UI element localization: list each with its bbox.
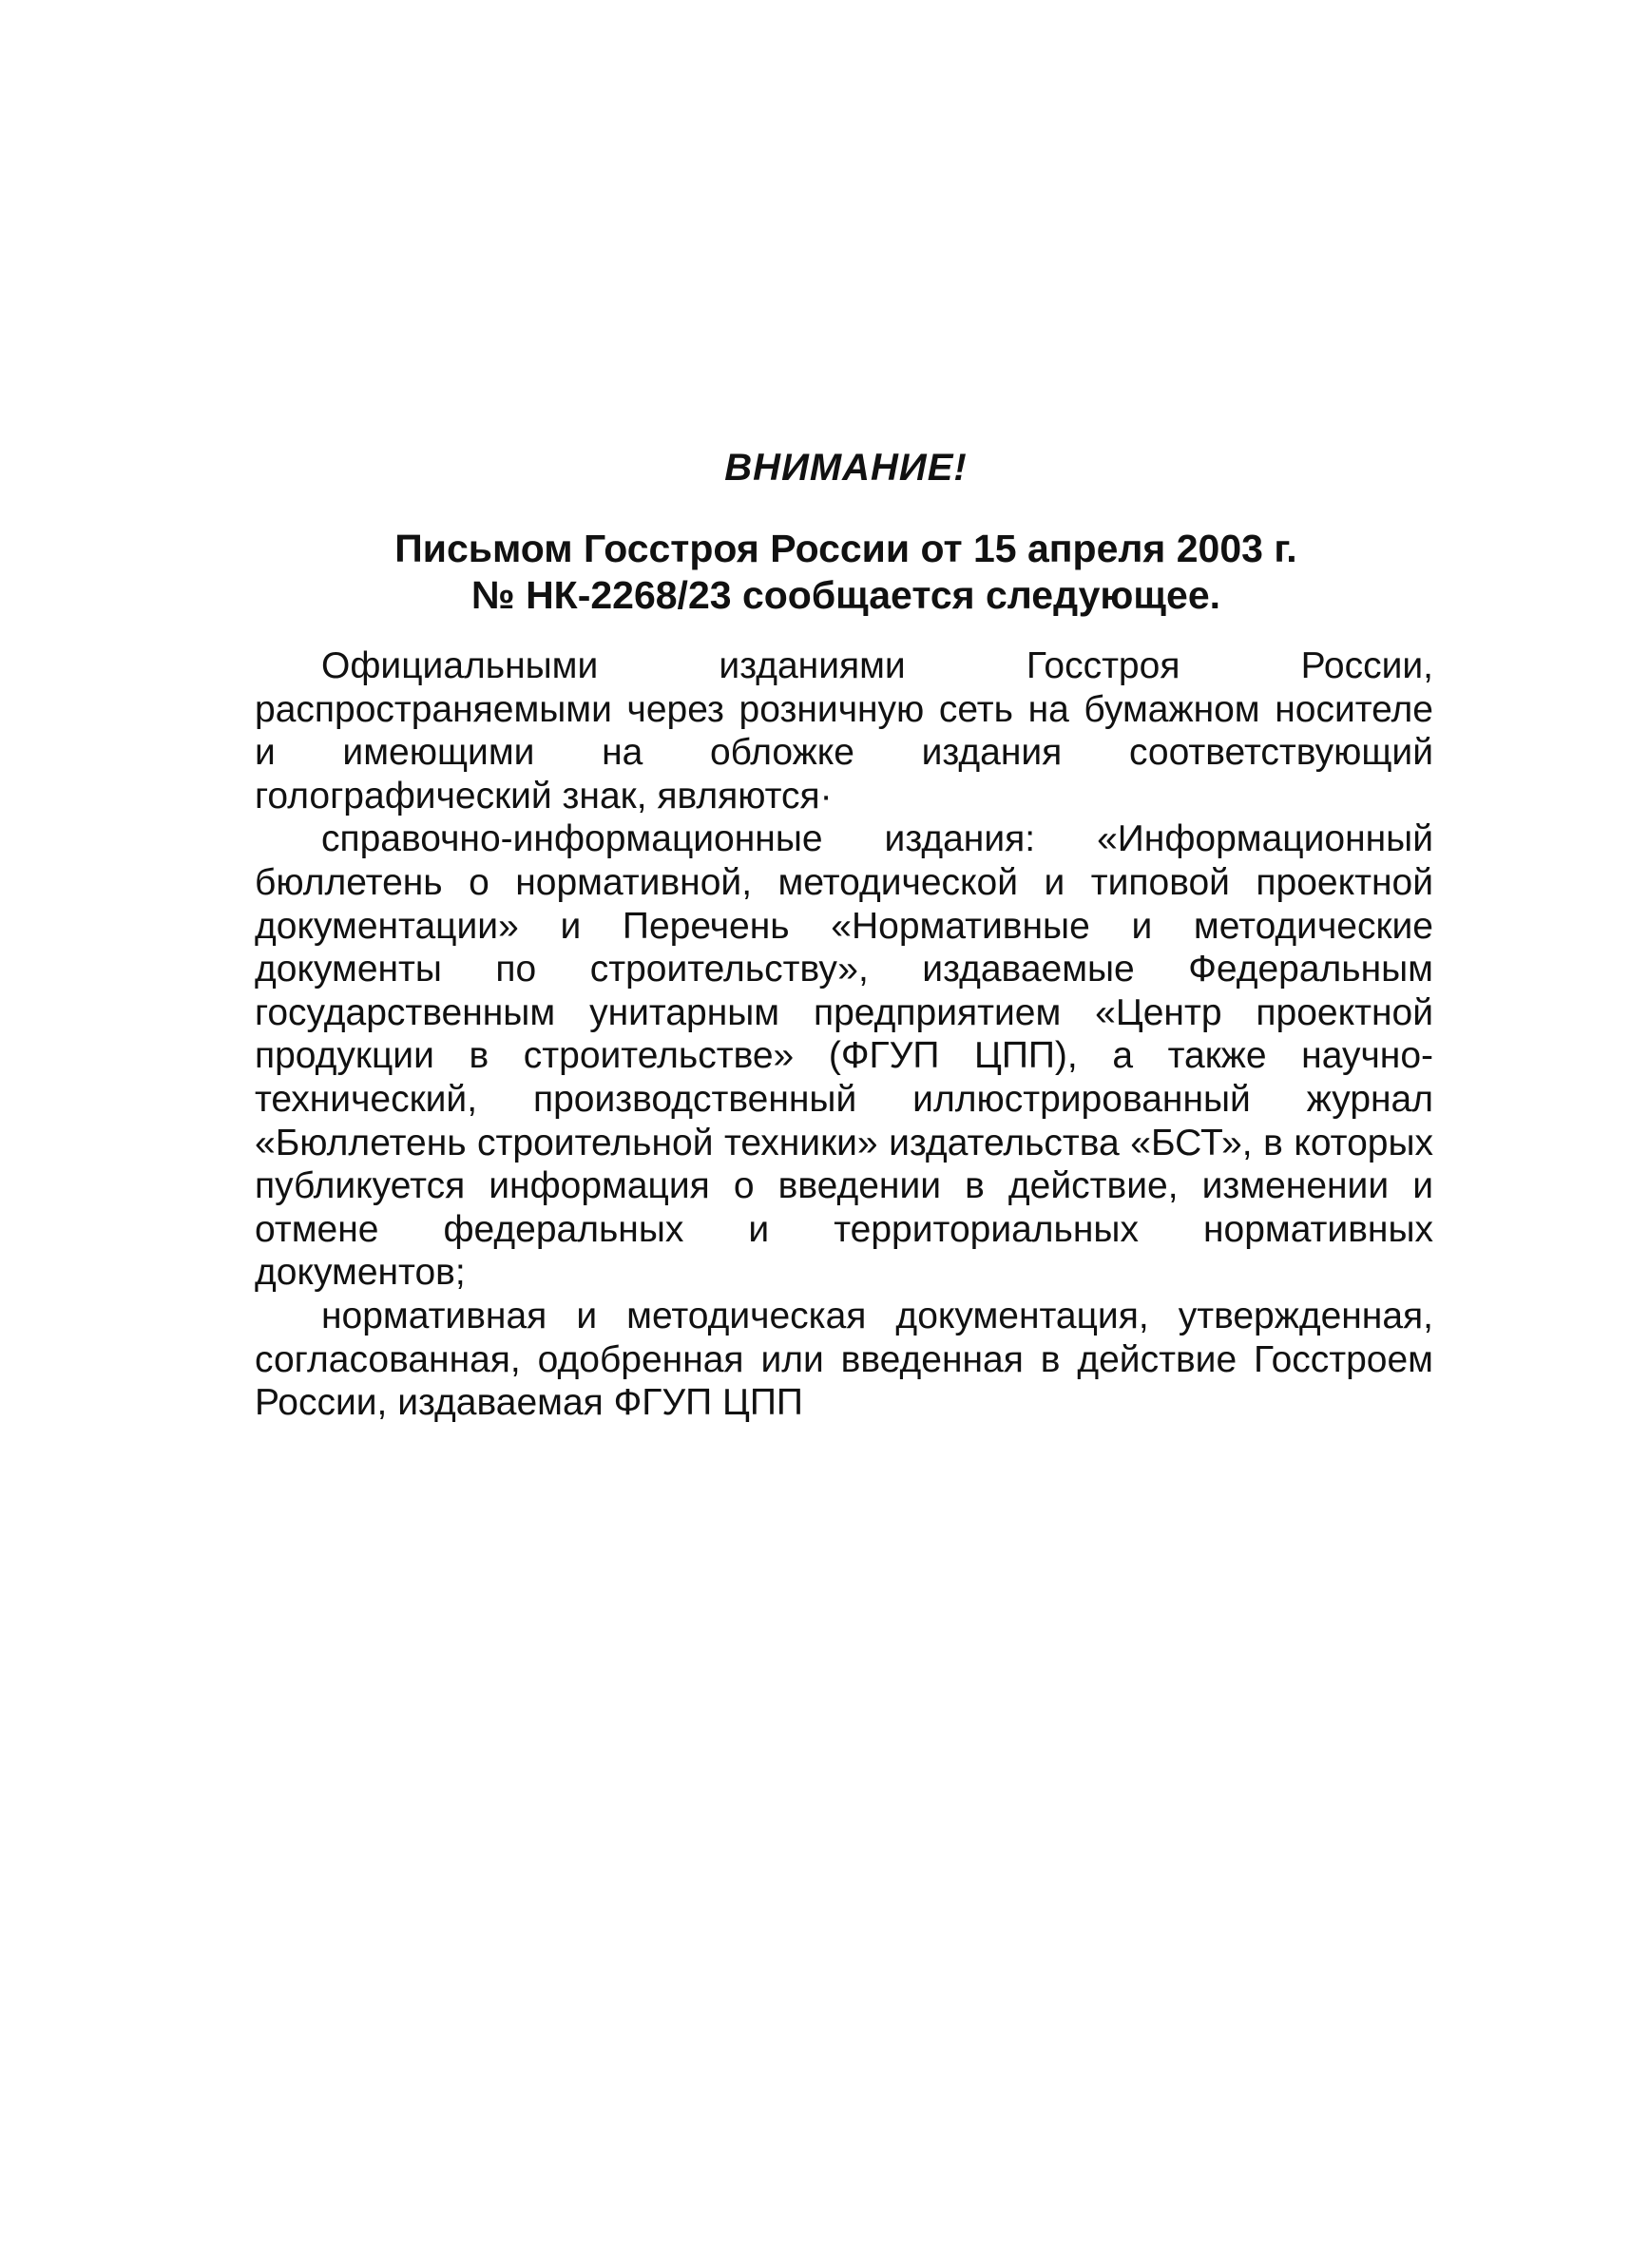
letter-subtitle <box>285 526 1407 619</box>
body-paragraph-intro: Официальными изданиями Госстроя России, распространяемыми через розничную сеть на бумажном носителе и имеющими на обложке издания соответствующий голографический знак, являются· <box>255 645 1433 817</box>
body-paragraph-reference-editions: справочно-информационные издания: «Информационный бюллетень о нормативной, методической и типовой проектной документации» и Перечень «Нормативные и методические документы по строительству», издаваемые Федеральным государственным унитарным предприятием «Центр проектной продукции в строительстве» (ФГУП ЦПП), а также научно-технический, производственный иллюстрированный журнал «Бюллетень строительной техники» издательства «БСТ», в которых публикуется информация о введении в действие, изменении и отмене федеральных и территориальных нормативных документов; <box>255 818 1433 1294</box>
body-paragraph-normative-docs: нормативная и методическая документация, утвержденная, согласованная, одобренная или введенная в действие Госстроем России, издаваемая ФГУП ЦПП <box>255 1295 1433 1424</box>
document-body <box>255 644 1433 1425</box>
subtitle-line-1: Письмом Госстроя России от 15 апреля 2003 г. <box>394 527 1297 570</box>
page-heading: ВНИМАНИЕ! <box>724 447 968 489</box>
subtitle-line-2: № НК-2268/23 сообщается следующее. <box>470 573 1221 617</box>
